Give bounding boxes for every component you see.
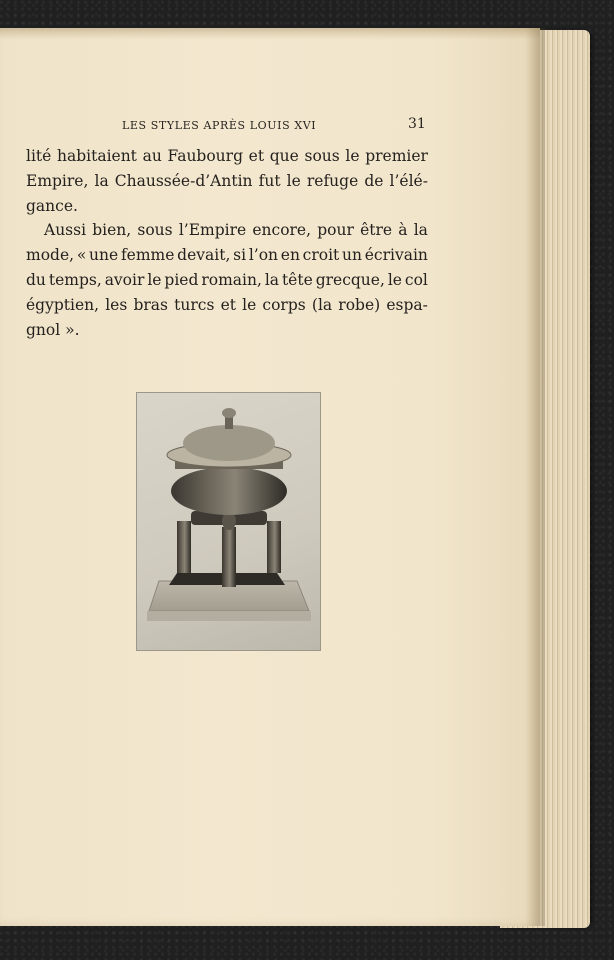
word: une (89, 246, 119, 265)
word: et (220, 295, 236, 314)
word: « (76, 246, 87, 265)
word: espa- (386, 295, 428, 314)
word: la (413, 221, 428, 240)
word: croit (302, 246, 340, 265)
word: fut (258, 171, 281, 190)
text-line (26, 268, 428, 293)
word: le (242, 295, 257, 314)
word: le (147, 270, 162, 289)
word: pied (164, 270, 199, 289)
word: l’Empire (178, 221, 247, 240)
word: devait, (177, 246, 231, 265)
text-line: gnol ». (26, 320, 80, 339)
word: égyptien, (26, 295, 100, 314)
word: Faubourg (167, 147, 243, 165)
text-line (26, 144, 428, 169)
word: que (269, 147, 299, 165)
word: mode, (26, 246, 75, 265)
word: romain, (201, 270, 262, 289)
vessel-illustration (137, 393, 320, 650)
word: les (105, 295, 128, 314)
word: bien, (92, 221, 132, 240)
word: de (364, 171, 384, 190)
figure-photo (137, 393, 320, 650)
word: sous (304, 147, 340, 165)
word: col (404, 270, 428, 289)
word: Empire, (26, 171, 89, 190)
running-head (26, 116, 426, 136)
word: être (360, 221, 393, 240)
page-fold-shadow (525, 28, 545, 926)
word: au (142, 147, 162, 165)
word: un (342, 246, 362, 265)
word: écrivain (364, 246, 428, 265)
word: lité (26, 147, 52, 165)
page-top-tint (0, 28, 540, 40)
word: robe) (338, 295, 381, 314)
running-title: LES STYLES APRÈS LOUIS XVI (122, 119, 317, 132)
word: premier (365, 147, 428, 165)
word: sous (137, 221, 173, 240)
text-line: gance. (26, 196, 78, 215)
word: encore, (252, 221, 312, 240)
word: le (286, 171, 301, 190)
word: turcs (174, 295, 215, 314)
word: habitaient (57, 147, 137, 165)
word: Aussi (44, 221, 87, 240)
word: si (233, 246, 247, 265)
text-line (26, 169, 428, 194)
word: le (345, 147, 360, 165)
word: l’élé- (389, 171, 428, 190)
word: la (94, 171, 109, 190)
text-line (26, 243, 428, 268)
word: corps (262, 295, 306, 314)
page-number: 31 (408, 116, 426, 132)
word: pour (317, 221, 354, 240)
word: l’on (248, 246, 279, 265)
word: avoir (104, 270, 145, 289)
word: à (398, 221, 408, 240)
word: bras (133, 295, 168, 314)
body-text (26, 144, 428, 342)
word: la (264, 270, 280, 289)
word: femme (120, 246, 175, 265)
word: Chaussée-d’Antin (114, 171, 253, 190)
word: refuge (306, 171, 359, 190)
word: (la (311, 295, 333, 314)
word: tête (281, 270, 313, 289)
text-line (26, 293, 428, 318)
text-line (26, 218, 428, 243)
word: et (248, 147, 265, 165)
word: le (387, 270, 402, 289)
word: grecque, (315, 270, 385, 289)
word: en (280, 246, 300, 265)
word: du (26, 270, 46, 289)
word: temps, (48, 270, 102, 289)
